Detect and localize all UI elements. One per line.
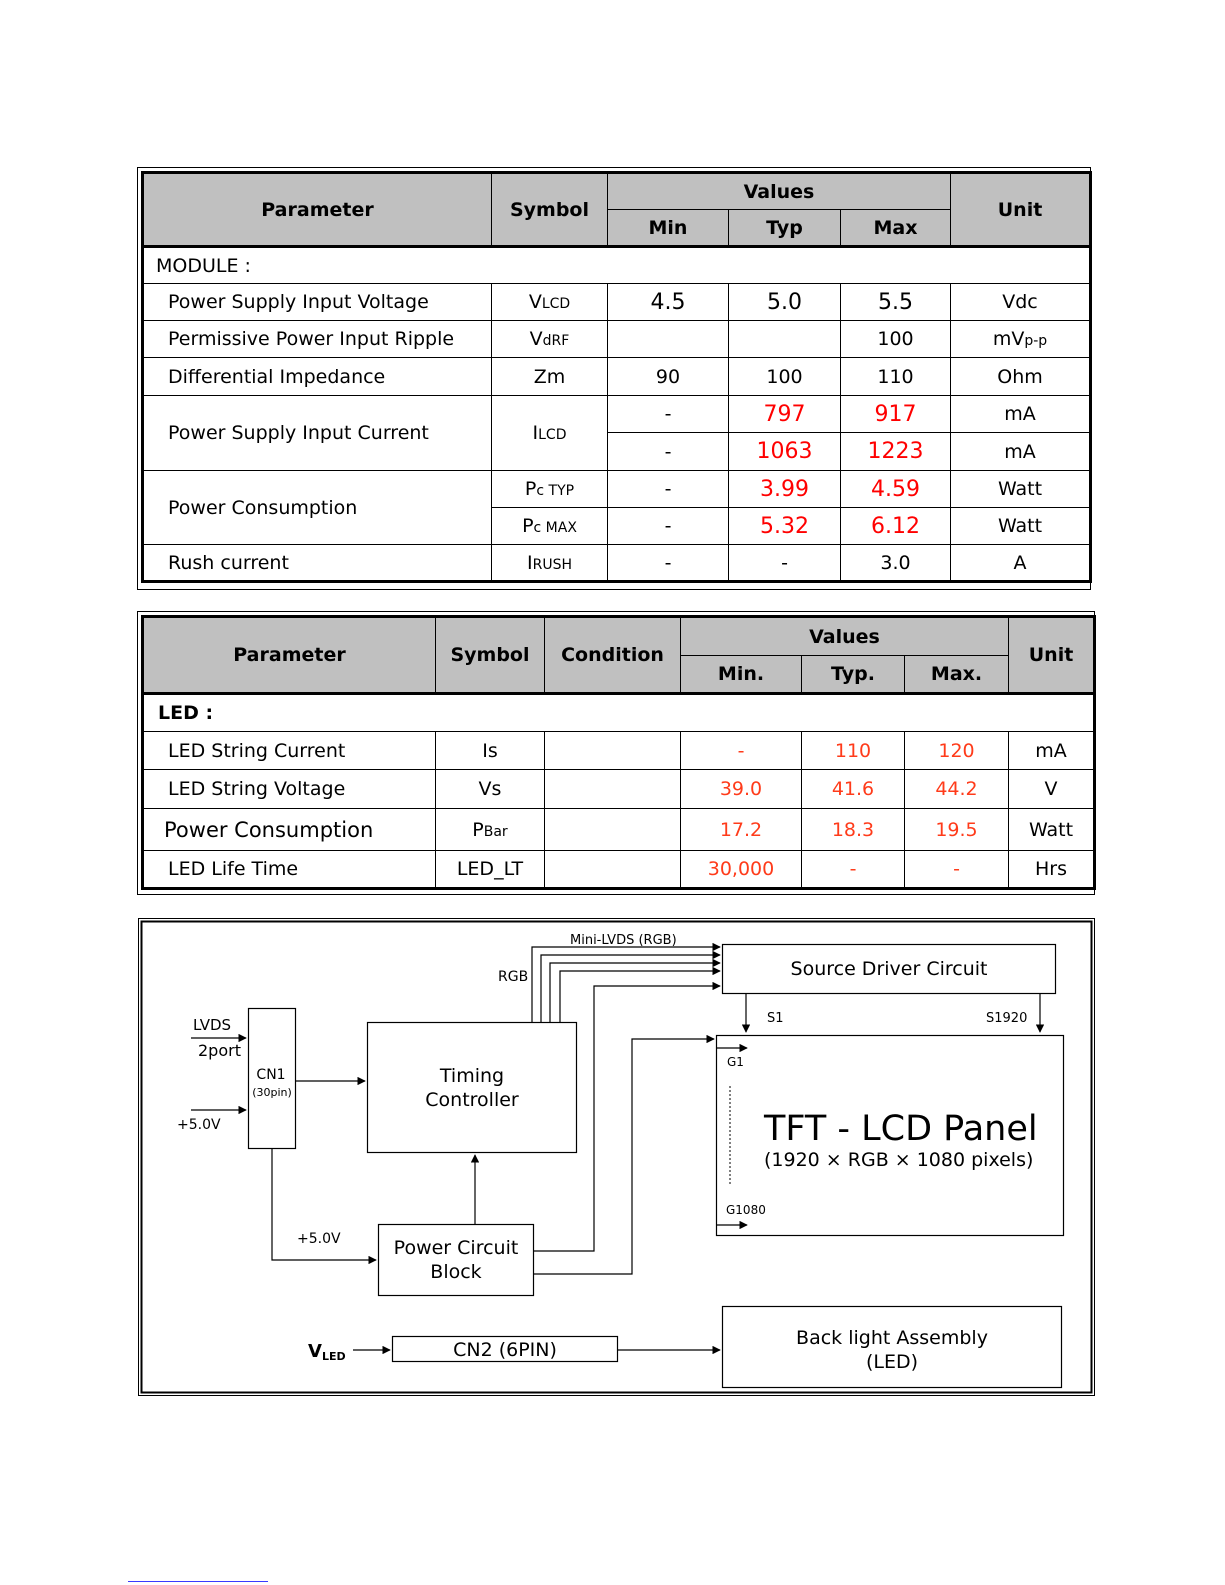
typ-cell: 3.99 bbox=[729, 471, 841, 508]
two-port-label: 2port bbox=[198, 1041, 241, 1060]
max-cell: - bbox=[905, 851, 1009, 889]
cn1-label: CN1 bbox=[256, 1067, 286, 1083]
min-cell: 90 bbox=[608, 358, 729, 396]
power-to-panel-line bbox=[534, 1039, 714, 1274]
unit-cell: Watt bbox=[951, 471, 1091, 508]
min-cell: 30,000 bbox=[681, 851, 802, 889]
unit-cell: mA bbox=[951, 396, 1091, 433]
unit-cell: mA bbox=[1009, 732, 1095, 770]
header-typ: Typ. bbox=[802, 656, 905, 694]
header-min: Min bbox=[608, 210, 729, 247]
g1080-label: G1080 bbox=[726, 1203, 766, 1217]
lvds-label: LVDS bbox=[193, 1016, 232, 1034]
panel-title: TFT - LCD Panel bbox=[764, 1109, 1038, 1149]
header-condition: Condition bbox=[545, 617, 681, 694]
typ-cell: 5.32 bbox=[729, 508, 841, 545]
max-cell: 4.59 bbox=[841, 471, 951, 508]
symbol-main: I bbox=[527, 551, 533, 574]
typ-cell: 41.6 bbox=[802, 770, 905, 809]
s1920-label: S1920 bbox=[986, 1011, 1028, 1026]
backlight-label-2: (LED) bbox=[865, 1351, 919, 1373]
min-cell: - bbox=[608, 433, 729, 471]
param-cell: Power Supply Input Current bbox=[143, 396, 492, 471]
power-label-1: Power Circuit bbox=[393, 1237, 519, 1259]
symbol-main: P bbox=[522, 515, 534, 537]
typ-cell: 5.0 bbox=[729, 284, 841, 321]
symbol-sub: c TYP bbox=[536, 483, 575, 499]
max-cell: 100 bbox=[841, 321, 951, 358]
plus5-left-label: +5.0V bbox=[177, 1117, 221, 1133]
max-cell: 110 bbox=[841, 358, 951, 396]
header-unit: Unit bbox=[951, 173, 1091, 247]
source-driver-label: Source Driver Circuit bbox=[790, 958, 988, 980]
min-cell: - bbox=[608, 471, 729, 508]
header-max: Max. bbox=[905, 656, 1009, 694]
min-cell: 39.0 bbox=[681, 770, 802, 809]
symbol-main: V bbox=[529, 328, 543, 350]
typ-cell: 18.3 bbox=[802, 809, 905, 851]
max-cell: 917 bbox=[841, 396, 951, 433]
power-label-2: Block bbox=[430, 1261, 482, 1283]
min-cell: - bbox=[608, 508, 729, 545]
section-led: LED : bbox=[143, 694, 1095, 732]
unit-cell: V bbox=[1009, 770, 1095, 809]
param-cell: Power Consumption bbox=[143, 809, 436, 851]
symbol-sub: Bar bbox=[483, 823, 508, 840]
max-cell: 120 bbox=[905, 732, 1009, 770]
cn2-label: CN2 (6PIN) bbox=[453, 1339, 557, 1361]
symbol-sub: c MAX bbox=[533, 520, 577, 536]
panel-subtitle: (1920 × RGB × 1080 pixels) bbox=[764, 1149, 1034, 1171]
min-cell: - bbox=[608, 396, 729, 433]
header-max: Max bbox=[841, 210, 951, 247]
rgb-bus-line-4 bbox=[560, 971, 720, 1022]
backlight-label-1: Back light Assembly bbox=[796, 1327, 988, 1349]
unit-main: mV bbox=[992, 328, 1025, 350]
max-cell: 3.0 bbox=[841, 545, 951, 582]
unit-cell: mA bbox=[951, 433, 1091, 471]
mini-lvds-label: Mini-LVDS (RGB) bbox=[570, 933, 677, 948]
vled-main: V bbox=[308, 1341, 322, 1362]
vled-sub: LED bbox=[321, 1350, 346, 1363]
unit-cell: Hrs bbox=[1009, 851, 1095, 889]
header-parameter: Parameter bbox=[143, 173, 492, 247]
cn1-pins-label: (30pin) bbox=[252, 1086, 292, 1099]
symbol-sub: LCD bbox=[541, 296, 571, 312]
footer-link-underline bbox=[128, 1581, 268, 1582]
header-values: Values bbox=[681, 617, 1009, 656]
header-typ: Typ bbox=[729, 210, 841, 247]
header-symbol: Symbol bbox=[436, 617, 545, 694]
unit-cell: A bbox=[951, 545, 1091, 582]
header-unit: Unit bbox=[1009, 617, 1095, 694]
symbol-cell: Vs bbox=[436, 770, 545, 809]
param-cell: Differential Impedance bbox=[143, 358, 492, 396]
max-cell: 5.5 bbox=[841, 284, 951, 321]
g1-label: G1 bbox=[727, 1055, 744, 1069]
unit-cell: Watt bbox=[951, 508, 1091, 545]
header-parameter: Parameter bbox=[143, 617, 436, 694]
typ-cell: 797 bbox=[729, 396, 841, 433]
unit-cell: Ohm bbox=[951, 358, 1091, 396]
symbol-main: P bbox=[524, 478, 537, 500]
header-symbol: Symbol bbox=[492, 173, 608, 247]
min-cell: 4.5 bbox=[608, 284, 729, 321]
timing-label-2: Controller bbox=[425, 1089, 519, 1111]
typ-cell: 100 bbox=[729, 358, 841, 396]
symbol-cell: LED_LT bbox=[436, 851, 545, 889]
symbol-sub: LCD bbox=[538, 427, 567, 443]
rgb-label: RGB bbox=[498, 969, 529, 985]
header-min: Min. bbox=[681, 656, 802, 694]
param-cell: Permissive Power Input Ripple bbox=[143, 321, 492, 358]
max-cell: 44.2 bbox=[905, 770, 1009, 809]
symbol-main: I bbox=[532, 422, 539, 444]
unit-sub: p-p bbox=[1024, 333, 1048, 349]
param-cell: LED String Current bbox=[143, 732, 436, 770]
timing-label-1: Timing bbox=[439, 1065, 505, 1087]
min-cell: - bbox=[681, 732, 802, 770]
symbol-cell: Is bbox=[436, 732, 545, 770]
min-cell: 17.2 bbox=[681, 809, 802, 851]
param-cell: LED Life Time bbox=[143, 851, 436, 889]
param-cell: LED String Voltage bbox=[143, 770, 436, 809]
rgb-bus-line-3 bbox=[550, 963, 720, 1022]
max-cell: 6.12 bbox=[841, 508, 951, 545]
vled-label bbox=[308, 1341, 346, 1363]
timing-controller-box bbox=[368, 1023, 577, 1153]
param-cell: Power Consumption bbox=[143, 471, 492, 545]
min-cell: - bbox=[608, 545, 729, 582]
typ-cell: 110 bbox=[802, 732, 905, 770]
power-circuit-box bbox=[379, 1225, 534, 1296]
section-module: MODULE : bbox=[143, 247, 1091, 284]
param-cell: Power Supply Input Voltage bbox=[143, 284, 492, 321]
rgb-bus-line-2 bbox=[541, 955, 720, 1022]
plus5-bottom-label: +5.0V bbox=[297, 1231, 341, 1247]
s1-label: S1 bbox=[767, 1011, 784, 1026]
header-values: Values bbox=[608, 173, 951, 210]
power-to-source-line bbox=[534, 986, 720, 1251]
symbol-main: V bbox=[528, 291, 542, 313]
unit-cell: Watt bbox=[1009, 809, 1095, 851]
symbol-main: P bbox=[472, 818, 484, 841]
typ-cell: - bbox=[729, 545, 841, 582]
param-cell: Rush current bbox=[143, 545, 492, 582]
max-cell: 1223 bbox=[841, 433, 951, 471]
typ-cell: 1063 bbox=[729, 433, 841, 471]
typ-cell: - bbox=[802, 851, 905, 889]
symbol-sub: dRF bbox=[542, 333, 570, 349]
max-cell: 19.5 bbox=[905, 809, 1009, 851]
unit-cell: Vdc bbox=[951, 284, 1091, 321]
symbol-cell: Zm bbox=[492, 358, 608, 396]
symbol-sub: RUSH bbox=[532, 556, 572, 573]
